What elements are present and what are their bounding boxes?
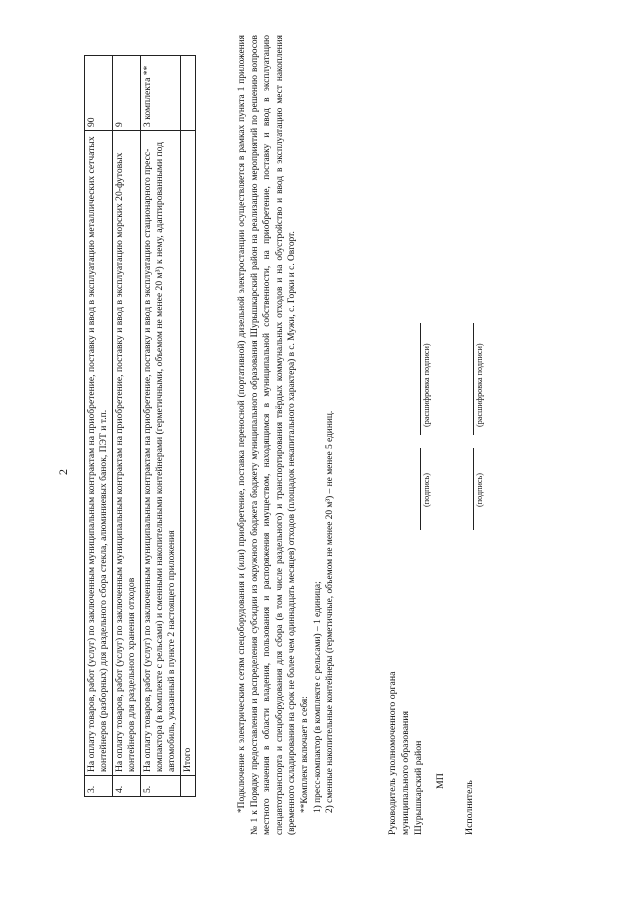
signature-caption: (подпись): [422, 473, 431, 507]
row-description: На оплату товаров, работ (услуг) по заключенным муниципальным контрактам на приобретение, поставку и ввод в эксплуатацию морских 20-футовых контейнеров для раздельного хранения отходов: [112, 131, 140, 776]
head-title-line: Шурышкарский район: [413, 740, 424, 835]
total-label: Итого: [180, 131, 195, 776]
footnotes: [236, 35, 337, 835]
signature-line: [420, 448, 421, 530]
row-quantity: 3 комплекта **: [140, 56, 180, 131]
executor-label: Исполнитель: [464, 780, 475, 835]
row-number: 3.: [85, 776, 113, 797]
footnote-item-2: 2) сменные накопительные контейнеры (герметичные, объемом не менее 20 м³) – не менее 5 единиц.: [325, 410, 336, 813]
footnote-1: *Подключение к электрическим сетям спецоборудования и (или) приобретение, поставка переносной (портативной) дизельной электростанции осуществляется в рамках пункта 1 приложения № 1 к Порядку предоставления и распределения субсидии из окружного бюджета бюджету муниципального образования Шурышкарский район на реализацию мероприятий по решению вопросов местного значения в области владения, пользования и распоряжения имуществом, находящимся в муниципальной собственности, на приобретение, поставку и ввод в эксплуатацию спецавтотранспорта и спецоборудования для сбора (в том числе раздельного) и транспортирования твёрдых коммунальных отходов и на обустройство и ввод в эксплуатацию мест накопления (временного складирования на срок не более чем одиннадцать месяцев) отходов (площадок некапитального характера) в с. Мужи, с. Горки и с. Овгорт.: [237, 35, 298, 835]
signature-line: [473, 448, 474, 530]
row-description: На оплату товаров, работ (услуг) по заключенным муниципальным контрактам на приобретение, поставку и ввод в эксплуатацию металлических сетчатых контейнеров (разборных) для раздельного сбора стекла, алюминиевых банок, ПЭТ и т.п.: [85, 131, 113, 776]
table-row-total: [180, 56, 195, 797]
head-title: [386, 672, 425, 835]
decode-line: [420, 323, 421, 435]
decode-caption: (расшифровка подписи): [475, 343, 484, 427]
row-number: 5.: [140, 776, 180, 797]
row-number: 4.: [112, 776, 140, 797]
table-row: [85, 56, 113, 797]
head-title-line: Руководитель уполномоченного органа: [387, 671, 398, 835]
table-row: [140, 56, 180, 797]
footnote-item-1: 1) пресс-компактор (в комплекте с рельсами) – 1 единица;: [312, 581, 323, 813]
decode-caption: (расшифровка подписи): [422, 343, 431, 427]
items-table: [84, 55, 196, 797]
footnote-2: **Комплект включает в себя:: [299, 696, 310, 813]
total-number-cell: [180, 776, 195, 797]
stamp-label: МП: [435, 773, 446, 789]
page-number: 2: [56, 469, 70, 475]
row-description: На оплату товаров, работ (услуг) по заключенным муниципальным контрактам на приобретение, поставку и ввод в эксплуатацию стационарного пресс-компактора (в комплекте с рельсами) и сменными накопительными контейнерами (герметичными, объемом не менее 20 м³) к нему, адаптированными под автомобиль, указанный в пункте 2 настоящего приложения: [140, 131, 180, 776]
decode-line: [473, 323, 474, 435]
head-title-line: муниципального образования: [400, 710, 411, 835]
signature-caption: (подпись): [475, 473, 484, 507]
row-quantity: 90: [85, 56, 113, 131]
total-value: [180, 56, 195, 131]
table-row: [112, 56, 140, 797]
row-quantity: 9: [112, 56, 140, 131]
